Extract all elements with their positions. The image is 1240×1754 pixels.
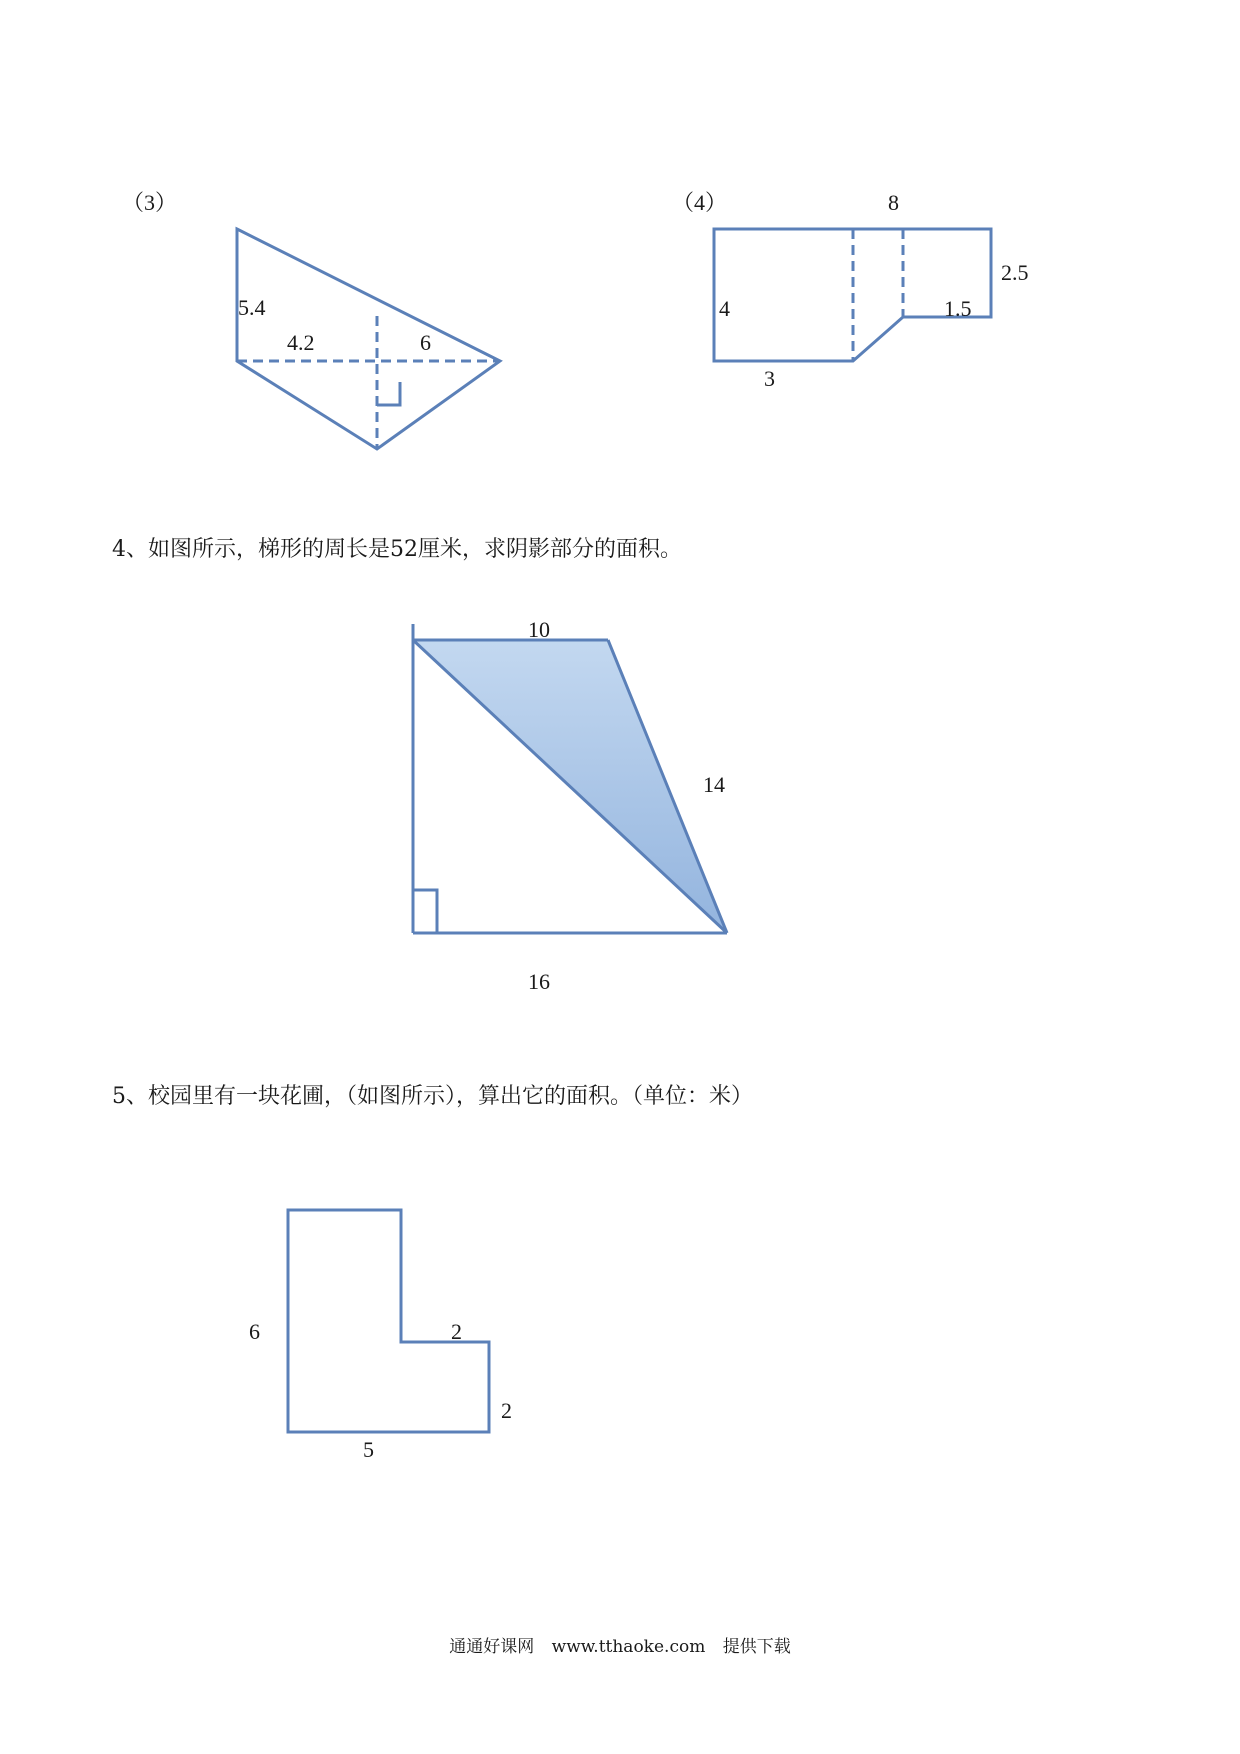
figure-4 bbox=[672, 190, 1029, 391]
figure-4-caption: （4） bbox=[672, 190, 728, 215]
l-shape-label-step: 2 bbox=[451, 1319, 462, 1344]
question-4-text: 4、如图所示，梯形的周长是52厘米，求阴影部分的面积。 bbox=[112, 537, 682, 562]
footer-suffix: 提供下载 bbox=[722, 1637, 791, 1657]
l-shape-label-height: 6 bbox=[249, 1319, 260, 1344]
footer-site-name: 通通好课网 bbox=[449, 1637, 535, 1657]
footer-url: www.tthaoke.com bbox=[551, 1637, 706, 1657]
figure-4-label-left: 4 bbox=[719, 296, 730, 321]
trapezoid-label-bottom: 16 bbox=[528, 969, 550, 994]
l-shape-figure bbox=[249, 1210, 512, 1462]
trapezoid-label-slant: 14 bbox=[703, 772, 725, 797]
trapezoid-right-angle-mark bbox=[413, 890, 437, 933]
figure-3 bbox=[122, 190, 500, 449]
figure-3-label-right: 6 bbox=[420, 330, 431, 355]
question-5-text: 5、校园里有一块花圃，（如图所示），算出它的面积。（单位：米） bbox=[112, 1084, 753, 1109]
figure-3-outline bbox=[237, 229, 500, 449]
l-shape-label-right: 2 bbox=[501, 1398, 512, 1423]
figure-3-label-left: 4.2 bbox=[287, 330, 315, 355]
figure-3-label-height: 5.4 bbox=[238, 295, 266, 320]
figure-3-caption: （3） bbox=[122, 190, 178, 215]
figure-4-label-top: 8 bbox=[888, 190, 899, 215]
page-footer bbox=[0, 1632, 1240, 1657]
figure-4-label-step: 1.5 bbox=[944, 296, 972, 321]
figure-4-label-right: 2.5 bbox=[1001, 260, 1029, 285]
figure-4-label-bottom: 3 bbox=[764, 366, 775, 391]
l-shape-label-bottom: 5 bbox=[363, 1437, 374, 1462]
figure-3-right-angle-mark bbox=[377, 382, 400, 405]
trapezoid-figure bbox=[413, 617, 727, 994]
trapezoid-label-top: 10 bbox=[528, 617, 550, 642]
